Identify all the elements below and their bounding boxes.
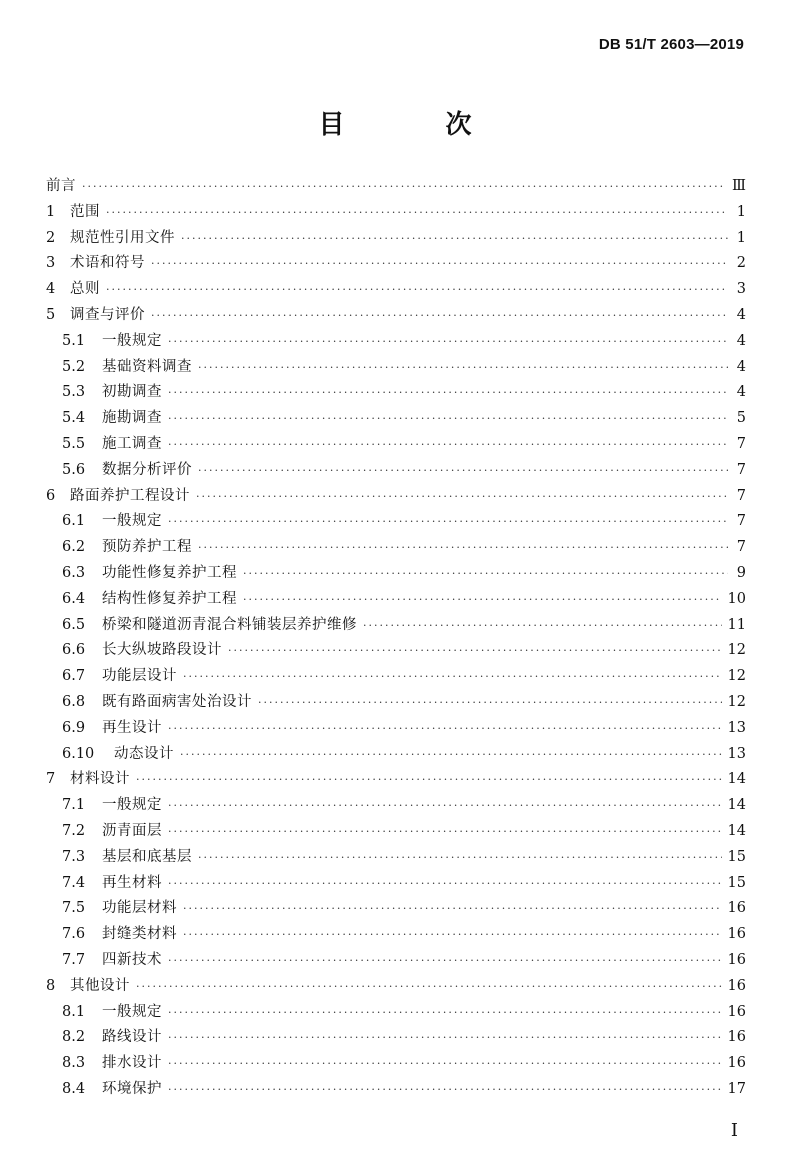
toc-entry-number: 7.5 (62, 900, 86, 917)
toc-entry-title: 总则 (70, 281, 100, 298)
toc-entry-title: 功能层设计 (102, 668, 177, 685)
toc-entry-number: 3 (46, 255, 56, 272)
toc-entry[interactable] (46, 380, 746, 406)
toc-entry[interactable] (46, 613, 746, 639)
dot-leader (243, 587, 722, 613)
toc-entry-title: 功能性修复养护工程 (102, 564, 237, 581)
toc-entry-title: 初勘调查 (102, 384, 162, 401)
toc-entry-page: 4 (736, 384, 746, 401)
toc-entry-number: 6.6 (62, 642, 86, 659)
toc-entry[interactable] (46, 742, 746, 768)
page-number: I (730, 1120, 738, 1141)
toc-entry-page: 7 (736, 435, 746, 452)
toc-entry-page: 11 (727, 616, 746, 633)
dot-leader (198, 535, 728, 561)
toc-entry-title: 动态设计 (114, 745, 174, 762)
toc-entry[interactable] (46, 251, 746, 277)
toc-entry-page: 16 (727, 900, 746, 917)
toc-entry-number: 6.8 (62, 693, 86, 710)
toc-entry-page: 9 (736, 564, 746, 581)
toc-entry-title: 一般规定 (102, 797, 162, 814)
toc-entry-number: 5.6 (62, 461, 86, 478)
toc-entry-title: 材料设计 (70, 771, 130, 788)
toc-entry-page: 14 (727, 797, 746, 814)
toc-entry-title: 排水设计 (102, 1055, 162, 1072)
toc-entry-page: 14 (727, 822, 746, 839)
dot-leader (168, 406, 728, 432)
dot-leader (168, 948, 722, 974)
toc-entry-page: 4 (736, 332, 746, 349)
toc-entry[interactable] (46, 845, 746, 871)
toc-entry-page: 10 (727, 590, 746, 607)
table-of-contents (46, 174, 746, 1103)
toc-entry-page: 1 (736, 203, 746, 220)
dot-leader (136, 767, 722, 793)
toc-entry-page: 12 (727, 693, 746, 710)
toc-entry-number: 7 (46, 771, 56, 788)
toc-entry-page: 15 (727, 874, 746, 891)
toc-entry-number: 7.6 (62, 926, 86, 943)
toc-entry-title: 基层和底基层 (102, 848, 192, 865)
dot-leader (228, 638, 722, 664)
toc-entry-number: 8.1 (62, 1003, 86, 1020)
toc-entry[interactable] (46, 1000, 746, 1026)
toc-entry-title: 四新技术 (102, 951, 162, 968)
toc-entry-number: 5.4 (62, 410, 86, 427)
dot-leader (363, 613, 722, 639)
toc-entry[interactable] (46, 329, 746, 355)
toc-entry-page: 12 (727, 668, 746, 685)
toc-entry-number: 6.9 (62, 719, 86, 736)
toc-entry-title: 数据分析评价 (102, 461, 192, 478)
toc-entry-title: 桥梁和隧道沥青混合料铺装层养护维修 (102, 616, 357, 633)
toc-entry-page: Ⅲ (732, 178, 746, 194)
toc-entry-page: 16 (727, 951, 746, 968)
toc-entry-title: 再生材料 (102, 874, 162, 891)
toc-entry-page: 12 (727, 642, 746, 659)
toc-entry-title: 长大纵坡路段设计 (102, 642, 222, 659)
toc-entry-number: 5.1 (62, 332, 86, 349)
toc-entry-title: 封缝类材料 (102, 926, 177, 943)
dot-leader (243, 561, 728, 587)
dot-leader (168, 509, 728, 535)
dot-leader (258, 690, 722, 716)
toc-entry-page: 3 (736, 281, 746, 298)
toc-entry-page: 16 (727, 1029, 746, 1046)
toc-entry-title: 路面养护工程设计 (70, 487, 190, 504)
page-title: 目 次 (318, 110, 518, 140)
toc-entry-number: 6.1 (62, 513, 86, 530)
dot-leader (168, 1077, 722, 1103)
dot-leader (183, 664, 722, 690)
dot-leader (168, 1051, 722, 1077)
toc-entry[interactable] (46, 406, 746, 432)
document-code: DB 51/T 2603—2019 (598, 36, 744, 53)
toc-entry-number: 6.3 (62, 564, 86, 581)
toc-entry-page: 7 (736, 461, 746, 478)
dot-leader (168, 871, 722, 897)
toc-entry-page: 17 (727, 1080, 746, 1097)
toc-entry-page: 16 (727, 977, 746, 994)
toc-entry[interactable] (46, 1077, 746, 1103)
toc-entry-number: 8.4 (62, 1080, 86, 1097)
toc-entry-page: 1 (736, 229, 746, 246)
toc-entry[interactable] (46, 587, 746, 613)
toc-entry[interactable] (46, 793, 746, 819)
dot-leader (198, 355, 728, 381)
toc-entry-title: 结构性修复养护工程 (102, 590, 237, 607)
toc-entry-title: 前言 (46, 178, 76, 194)
toc-entry-number: 4 (46, 281, 56, 298)
toc-entry-number: 7.3 (62, 848, 86, 865)
dot-leader (168, 819, 722, 845)
toc-entry-number: 6.10 (62, 745, 95, 762)
dot-leader (181, 226, 728, 252)
toc-entry[interactable] (46, 355, 746, 381)
dot-leader (183, 922, 722, 948)
toc-entry[interactable] (46, 664, 746, 690)
toc-entry[interactable] (46, 226, 746, 252)
toc-entry-page: 2 (736, 255, 746, 272)
toc-entry-number: 7.1 (62, 797, 86, 814)
dot-leader (168, 793, 722, 819)
toc-entry-title: 一般规定 (102, 332, 162, 349)
toc-entry-number: 7.7 (62, 951, 86, 968)
toc-entry-number: 5 (46, 306, 56, 323)
toc-entry-page: 7 (736, 539, 746, 556)
toc-entry[interactable] (46, 948, 746, 974)
toc-entry[interactable] (46, 896, 746, 922)
toc-entry[interactable] (46, 690, 746, 716)
toc-entry-number: 8 (46, 977, 56, 994)
dot-leader (198, 845, 722, 871)
toc-entry-number: 7.2 (62, 822, 86, 839)
toc-entry[interactable] (46, 277, 746, 303)
toc-entry-number: 6.2 (62, 539, 86, 556)
toc-entry-number: 5.3 (62, 384, 86, 401)
toc-entry-page: 15 (727, 848, 746, 865)
toc-entry-page: 5 (736, 410, 746, 427)
toc-entry-page: 7 (736, 513, 746, 530)
toc-entry[interactable] (46, 819, 746, 845)
dot-leader (168, 329, 728, 355)
toc-entry[interactable] (46, 1051, 746, 1077)
toc-entry-page: 4 (736, 358, 746, 375)
toc-entry[interactable] (46, 638, 746, 664)
toc-entry-number: 5.2 (62, 358, 86, 375)
toc-entry-title: 一般规定 (102, 1003, 162, 1020)
toc-entry[interactable] (46, 200, 746, 226)
toc-entry-number: 6 (46, 487, 56, 504)
toc-entry-title: 一般规定 (102, 513, 162, 530)
toc-entry-page: 13 (727, 745, 746, 762)
dot-leader (151, 303, 728, 329)
toc-entry-title: 预防养护工程 (102, 539, 192, 556)
dot-leader (151, 251, 728, 277)
toc-entry-title: 环境保护 (102, 1080, 162, 1097)
toc-entry-number: 2 (46, 229, 56, 246)
toc-entry-title: 范围 (70, 203, 100, 220)
dot-leader (82, 174, 726, 200)
toc-entry-number: 8.3 (62, 1055, 86, 1072)
dot-leader (183, 896, 722, 922)
toc-entry-page: 14 (727, 771, 746, 788)
toc-entry-title: 其他设计 (70, 977, 130, 994)
toc-entry-number: 1 (46, 203, 56, 220)
toc-entry-title: 术语和符号 (70, 255, 145, 272)
toc-entry[interactable] (46, 974, 746, 1000)
toc-entry-title: 调查与评价 (70, 306, 145, 323)
toc-entry[interactable] (46, 484, 746, 510)
dot-leader (198, 458, 728, 484)
dot-leader (168, 1000, 722, 1026)
toc-entry-title: 规范性引用文件 (70, 229, 175, 246)
toc-entry-title: 沥青面层 (102, 822, 162, 839)
toc-entry-title: 施勘调查 (102, 410, 162, 427)
toc-entry-number: 8.2 (62, 1029, 86, 1046)
dot-leader (136, 974, 722, 1000)
toc-entry[interactable] (46, 509, 746, 535)
toc-entry-title: 既有路面病害处治设计 (102, 693, 252, 710)
toc-entry[interactable] (46, 432, 746, 458)
dot-leader (106, 200, 728, 226)
toc-entry-page: 16 (727, 1003, 746, 1020)
dot-leader (168, 1025, 722, 1051)
toc-entry[interactable] (46, 767, 746, 793)
toc-entry-title: 基础资料调查 (102, 358, 192, 375)
dot-leader (168, 716, 722, 742)
dot-leader (168, 380, 728, 406)
dot-leader (196, 484, 728, 510)
toc-entry-page: 16 (727, 1055, 746, 1072)
toc-entry-page: 4 (736, 306, 746, 323)
toc-entry[interactable] (46, 1025, 746, 1051)
toc-entry[interactable] (46, 458, 746, 484)
toc-entry-page: 13 (727, 719, 746, 736)
toc-entry[interactable] (46, 174, 746, 200)
toc-entry-page: 16 (727, 926, 746, 943)
toc-entry[interactable] (46, 922, 746, 948)
toc-entry-number: 7.4 (62, 874, 86, 891)
dot-leader (106, 277, 728, 303)
toc-entry-title: 功能层材料 (102, 900, 177, 917)
toc-entry-title: 路线设计 (102, 1029, 162, 1046)
toc-entry[interactable] (46, 561, 746, 587)
toc-entry-number: 6.4 (62, 590, 86, 607)
toc-entry[interactable] (46, 716, 746, 742)
dot-leader (180, 742, 722, 768)
toc-entry-number: 6.5 (62, 616, 86, 633)
toc-entry-title: 再生设计 (102, 719, 162, 736)
toc-entry-page: 7 (736, 487, 746, 504)
toc-entry-number: 5.5 (62, 435, 86, 452)
toc-entry-title: 施工调查 (102, 435, 162, 452)
toc-entry[interactable] (46, 871, 746, 897)
dot-leader (168, 432, 728, 458)
toc-entry[interactable] (46, 535, 746, 561)
toc-entry-number: 6.7 (62, 668, 86, 685)
toc-entry[interactable] (46, 303, 746, 329)
